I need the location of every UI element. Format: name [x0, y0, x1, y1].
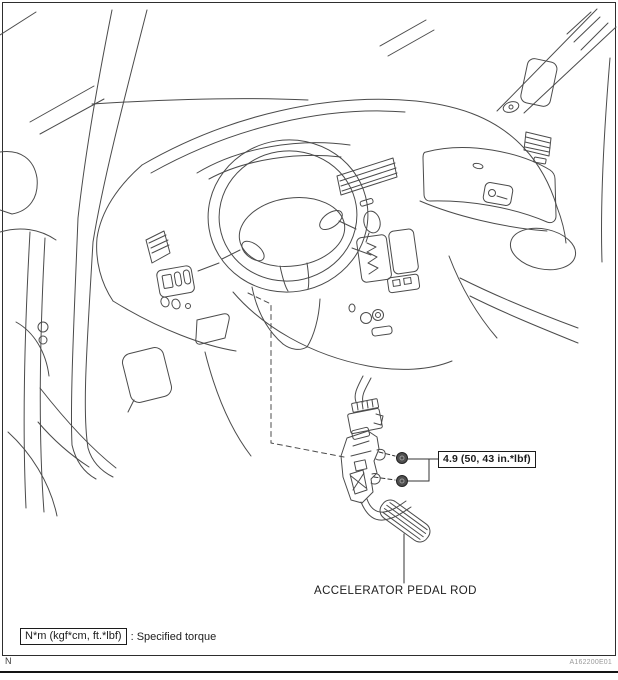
switch-panel-left — [156, 265, 195, 310]
dashboard-line-art — [0, 9, 616, 516]
side-vent-left — [146, 231, 170, 263]
door-panel-left — [0, 151, 116, 516]
dashboard-top — [97, 99, 557, 351]
mounting-bolt-upper — [397, 453, 408, 464]
hood-release-lever — [196, 314, 230, 344]
brake-pedal — [121, 346, 174, 412]
windshield-lines — [30, 20, 434, 134]
center-stack-controls — [349, 274, 420, 337]
figure-code: A162200E01 — [569, 659, 612, 666]
accelerator-pedal-pad — [376, 496, 433, 545]
footer-divider — [0, 671, 618, 673]
accelerator-pedal-assembly — [341, 427, 434, 546]
torque-symbol-box: N*m (kgf*cm, ft.*lbf) — [20, 628, 127, 645]
instrument-cluster-hood — [197, 143, 350, 179]
center-air-vents — [337, 158, 397, 207]
gear-shifter — [356, 209, 419, 282]
accelerator-pedal-rod-label: ACCELERATOR PEDAL ROD — [314, 585, 477, 597]
a-pillar-left — [0, 10, 147, 479]
mounting-bolt-lower — [397, 476, 408, 487]
torque-legend-description: : Specified torque — [130, 630, 217, 643]
footer-page-letter: N — [5, 656, 12, 666]
wiring-connector — [347, 376, 383, 434]
torque-spec-callout: 4.9 (50, 43 in.*lbf) — [438, 451, 536, 468]
a-pillar-right — [497, 9, 616, 262]
door-panel-right — [449, 223, 579, 343]
torque-legend — [20, 628, 216, 645]
steering-wheel — [197, 128, 379, 303]
steering-column — [205, 287, 452, 456]
